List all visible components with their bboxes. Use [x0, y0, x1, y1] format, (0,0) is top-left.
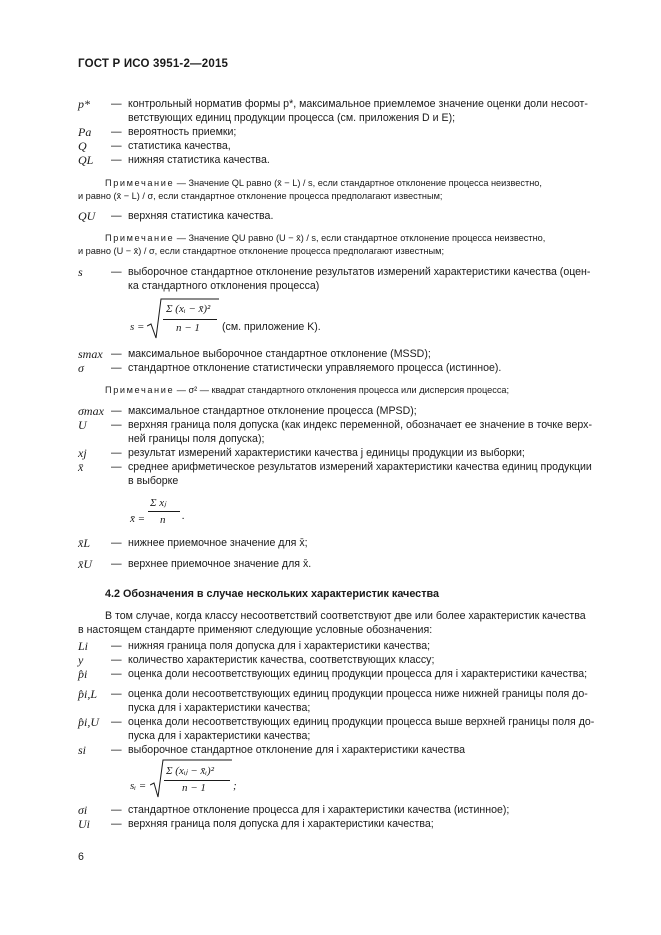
note-text: — σ² — квадрат стандартного отклонения процесса или дисперсия процесса;: [176, 385, 510, 395]
formula-end: .: [182, 510, 185, 522]
definition-text: максимальное выборочное стандартное отклонение (MSSD);: [128, 348, 431, 360]
definition-text: стандартное отклонение процесса для i характеристики качества (истинное);: [128, 804, 510, 816]
symbol: x̄: [78, 460, 84, 474]
note-label: Примечание: [105, 233, 175, 243]
symbol: xj: [78, 446, 87, 460]
formula-mean: [130, 490, 250, 538]
formula-lhs: x̄ =: [130, 513, 146, 525]
definition-text: верхнее приемочное значение для x̄.: [128, 558, 312, 570]
fraction-bar: [148, 511, 180, 512]
note-continuation: и равно (U − x̄) / σ, если стандартное отклонение процесса предполагают известным;: [78, 246, 445, 256]
definition-text: количество характеристик качества, соответствующих классу;: [128, 654, 435, 666]
note: [105, 384, 618, 397]
note: [105, 177, 618, 190]
symbol: Li: [78, 639, 89, 653]
note-text: — Значение QL равно (x̄ − L) / s, если стандартное отклонение процесса неизвестно,: [176, 178, 542, 188]
definition-text: нижняя статистика качества.: [128, 154, 270, 166]
formula-end: ;: [233, 780, 237, 792]
symbol: U: [78, 418, 87, 432]
symbol: σ: [78, 361, 84, 375]
definition-text: пуска для i характеристики качества;: [128, 730, 311, 742]
paragraph: В том случае, когда классу несоответствий соответствуют две или более характеристик качества: [105, 610, 586, 622]
symbol: p̂i,L: [78, 687, 98, 701]
symbol: p̂i: [78, 667, 88, 681]
definition-text: стандартное отклонение статистически управляемого процесса (истинное).: [128, 362, 502, 374]
symbol: QL: [78, 153, 94, 167]
formula-s: [130, 296, 370, 344]
definition-text: среднее арифметическое результатов измерений характеристики качества единиц продукции: [128, 461, 592, 473]
formula-si: [130, 758, 310, 806]
definition-text: ка стандартного отклонения процесса): [128, 280, 320, 292]
symbol: s: [78, 265, 83, 279]
formula-lhs: s =: [130, 321, 145, 333]
definition-text: пуска для i характеристики качества;: [128, 702, 311, 714]
definition-text: нижняя граница поля допуска для i характеристики качества;: [128, 640, 431, 652]
symbol: p*: [78, 97, 90, 111]
note-label: Примечание: [105, 385, 175, 395]
symbol: x̄U: [78, 557, 92, 571]
note-text: — Значение QU равно (U − x̄) / s, если стандартное отклонение процесса неизвестно,: [176, 233, 546, 243]
note-label: Примечание: [105, 178, 175, 188]
note-continuation: и равно (x̄ − L) / σ, если стандартное отклонение процесса предполагают известным;: [78, 191, 443, 201]
definition-text: верхняя граница поля допуска (как индекс переменной, обозначает ее значение в точке верх-: [128, 419, 593, 431]
definition-text: выборочное стандартное отклонение для i характеристики качества: [128, 744, 466, 756]
definition-text: контрольный норматив формы p*, максимальное приемлемое значение оценки доли несоот-: [128, 98, 588, 110]
symbol: x̄L: [78, 536, 90, 550]
symbol: y: [78, 653, 84, 667]
formula-denominator: n − 1: [176, 322, 200, 334]
symbol: Pa: [78, 125, 92, 139]
definition-text: максимальное стандартное отклонение процесса (MPSD);: [128, 405, 417, 417]
definition-text: оценка доли несоответствующих единиц продукции процесса выше верхней границы поля до-: [128, 716, 595, 728]
definition-text: выборочное стандартное отклонение результатов измерений характеристики качества (оцен-: [128, 266, 591, 278]
symbol: Ui: [78, 817, 90, 831]
symbol: p̂i,U: [78, 715, 99, 729]
definition-text: нижнее приемочное значение для x̄;: [128, 537, 308, 549]
document-page: ГОСТ Р ИСО 3951-2—2015 p* — контрольный норматив формы p*, максимальное приемлемое значение оценки доли несоот- ветствующих единиц продукции процесса (см. приложения D и E); Pa — вероятность приемки; Q — статистика качества, QL — нижняя статистика качества. Примечание — Значение QL равно (x̄ − L) / s, если стандартное отклонение процесса неизвестно, и равно (x̄ − L) / σ, если стандартное отклонение процесса предполагают известным; QU — верхняя статистика качества. Примечание — Значение QU равно (U − x̄) / s, если стандартное отклонение процесса неизвестно, и равно (U − x̄) / σ, если стандартное отклонение процесса предполагают известным; s — выборочное стандартное отклонение результатов измерений характеристики качества (оцен- ка стандартного отклонения процесса) s = Σ (xᵢ − x̄)² n − 1 (см. приложение K). smax — максимальное выборочное стандартное отклонение (MSSD); σ — стандартное отклонение статистически управляемого процесса (истинное). Примечание — σ² — квадрат стандартного отклонения процесса или дисперсия процесса; σmax — максимальное стандартное отклонение процесса (MPSD); U — верхняя граница поля допуска (как индекс переменной, обозначает ее значение в точке верх- ней границы поля допуска); xj — результат измерений характеристики качества j единицы продукции из выборки; x̄ — среднее арифметическое результатов измерений характеристики качества единиц продукции в выборке x̄ = Σ xⱼ n . x̄L — нижнее приемочное значение для x̄; x̄U — верхнее приемочное значение для x̄. 4.2 Обозначения в случае нескольких характеристик качества В том случае, когда классу несоответствий соответствуют две или более характеристик качества в настоящем стандарте применяют следующие условные обозначения: Li — нижняя граница поля допуска для i характеристики качества; y — количество характеристик качества, соответствующих классу; p̂i — оценка доли несоответствующих единиц продукции процесса для i характеристики качества; p̂i,L — оценка доли несоответствующих единиц продукции процесса ниже нижней границы поля до- пуска для i характеристики качества; p̂i,U — оценка доли несоответствующих единиц продукции процесса выше верхней границы поля до- пуска для i характеристики качества; si — выборочное стандартное отклонение для i характеристики качества sᵢ = Σ (xᵢⱼ − x̄ᵢ)² n − 1 ; σi — стандартное отклонение процесса для i характеристики качества (истинное); Ui — верхняя граница поля допуска для i характеристики качества; 6: [0, 0, 661, 935]
formula-numerator: Σ xⱼ: [150, 497, 167, 509]
formula-lhs: sᵢ =: [130, 780, 147, 792]
definition-text: в выборке: [128, 475, 179, 487]
formula-denominator: n − 1: [182, 782, 206, 794]
document-header: ГОСТ Р ИСО 3951-2—2015: [78, 58, 229, 70]
symbol: Q: [78, 139, 87, 153]
symbol: σmax: [78, 404, 104, 418]
fraction-bar: [164, 780, 230, 781]
symbol: si: [78, 743, 87, 757]
definition-text: верхняя граница поля допуска для i характеристики качества;: [128, 818, 434, 830]
definition-text: ветствующих единиц продукции процесса (см. приложения D и E);: [128, 112, 456, 124]
formula-denominator: n: [160, 514, 166, 526]
note: [105, 232, 618, 245]
definition-text: результат измерений характеристики качества j единицы продукции из выборки;: [128, 447, 525, 459]
definition-text: оценка доли несоответствующих единиц продукции процесса ниже нижней границы поля до-: [128, 688, 588, 700]
definition-text: ней границы поля допуска);: [128, 433, 265, 445]
page-number: 6: [78, 851, 84, 863]
symbol: QU: [78, 209, 96, 223]
definition-text: вероятность приемки;: [128, 126, 237, 138]
definition-text: оценка доли несоответствующих единиц продукции процесса для i характеристики качества;: [128, 668, 588, 680]
paragraph: в настоящем стандарте применяют следующие условные обозначения:: [78, 624, 433, 636]
formula-reference: (см. приложение K).: [222, 321, 321, 333]
definition-text: статистика качества,: [128, 140, 231, 152]
formula-numerator: Σ (xᵢ − x̄)²: [166, 303, 211, 315]
fraction-bar: [163, 319, 217, 320]
definition-text: верхняя статистика качества.: [128, 210, 274, 222]
symbol: σi: [78, 803, 88, 817]
section-heading: 4.2 Обозначения в случае нескольких характеристик качества: [105, 588, 439, 600]
symbol: smax: [78, 347, 103, 361]
formula-numerator: Σ (xᵢⱼ − x̄ᵢ)²: [166, 765, 215, 777]
